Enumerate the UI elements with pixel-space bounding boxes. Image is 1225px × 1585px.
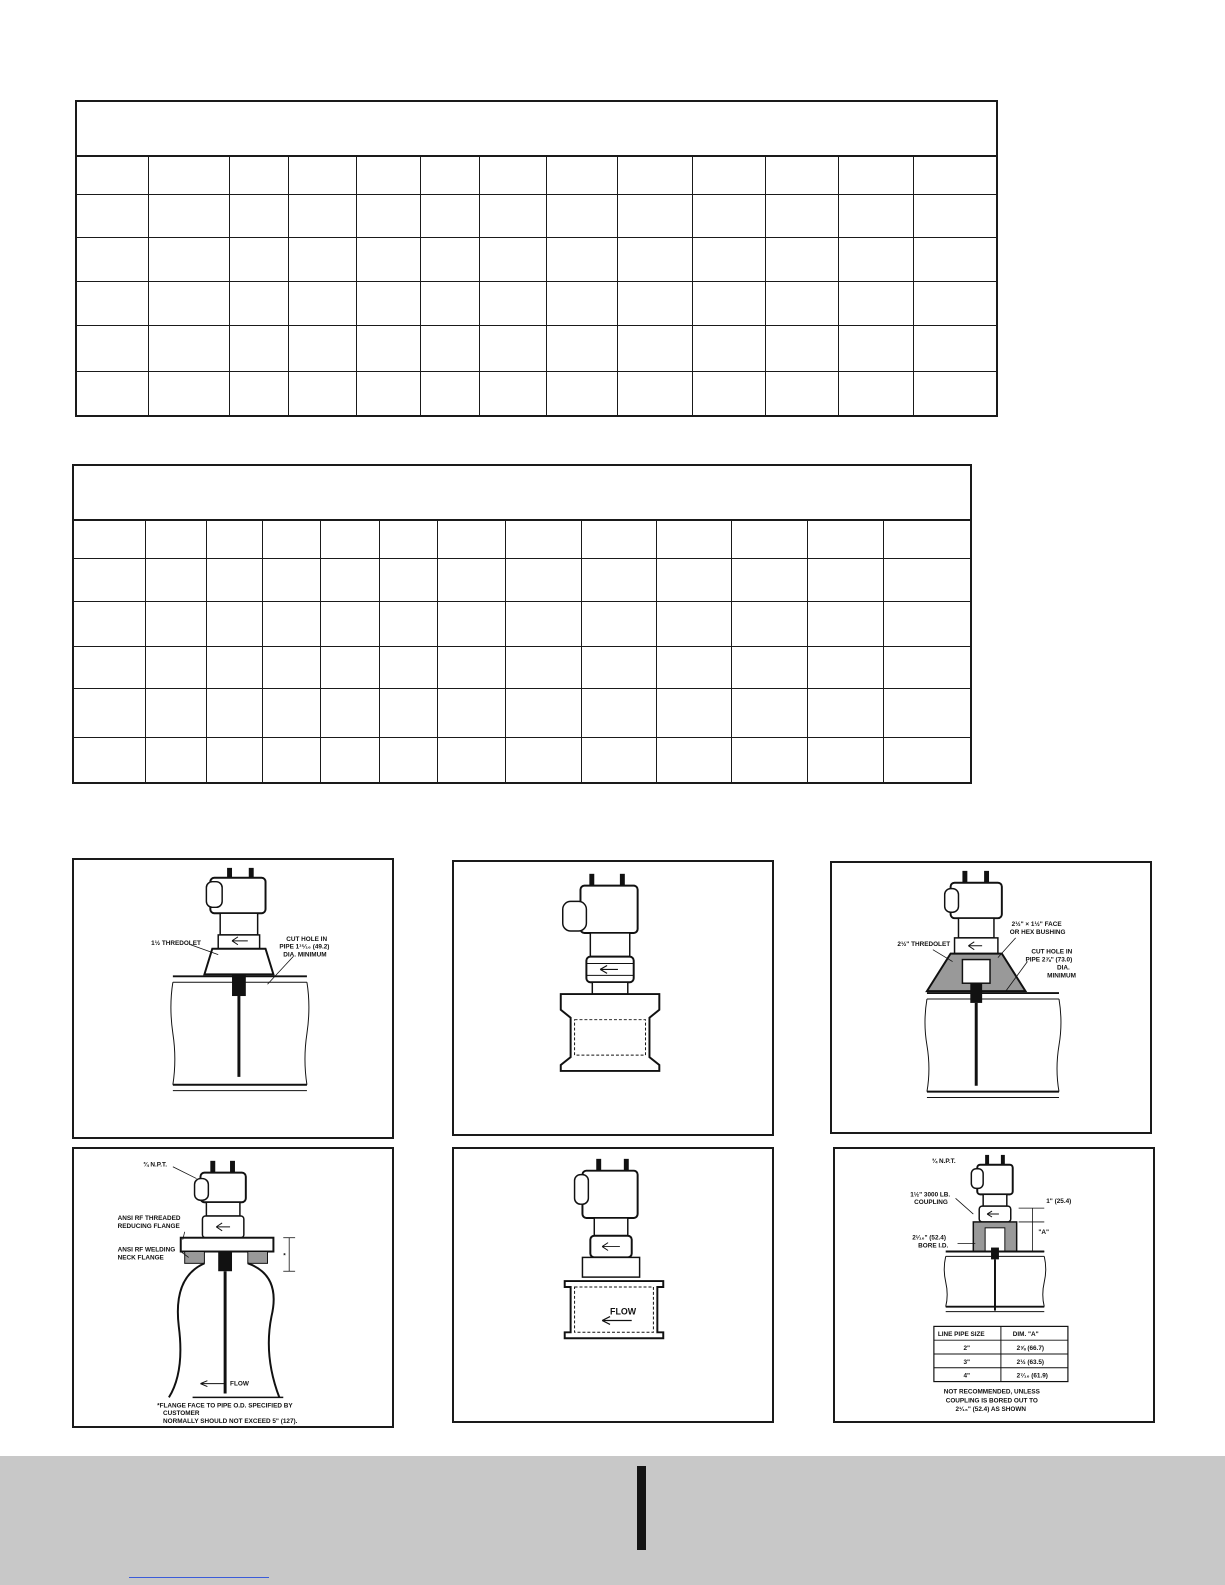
note-coupling-2: COUPLING IS BORED OUT TO	[945, 1397, 1038, 1405]
dim-table-header-a: DIM. "A"	[1012, 1331, 1039, 1339]
dim-table-cell: 2⁷⁄₁₆ (61.9)	[1016, 1372, 1048, 1380]
note-flange-3: NORMALLY SHOULD NOT EXCEED 5" (127).	[163, 1418, 298, 1426]
figure-threaded-tee	[452, 860, 774, 1136]
footer-divider	[637, 1466, 646, 1550]
label-dia-min: DIA. MINIMUM	[283, 951, 327, 959]
label-flow-5: FLOW	[610, 1306, 637, 1317]
label-coupling-lb: 1½" 3000 LB.	[910, 1191, 951, 1199]
label-cut-hole: CUT HOLE IN	[286, 935, 328, 943]
table-1-title-band	[77, 102, 996, 157]
label-thredolet: 1½ THREDOLET	[151, 939, 201, 947]
dim-table-cell: 3"	[963, 1358, 971, 1366]
label-bore-id: BORE I.D.	[918, 1242, 949, 1250]
label-bore-dim: 2¹⁄₁₆" (52.4)	[912, 1234, 946, 1242]
footer-link[interactable]	[129, 1577, 269, 1578]
label-threaded-flange: ANSI RF THREADED	[117, 1214, 181, 1222]
dim-table-cell: 2⅝ (66.7)	[1016, 1345, 1045, 1353]
label-reducing-flange: REDUCING FLANGE	[117, 1222, 180, 1230]
note-flange-1: *FLANGE FACE TO PIPE O.D. SPECIFIED BY	[157, 1402, 293, 1410]
figure-flange-install	[72, 1147, 394, 1428]
dim-table-cell: 2"	[963, 1345, 971, 1353]
spec-table-1	[75, 100, 998, 417]
label-pipe-dim: PIPE 1¹⁵⁄₁₆ (49.2)	[279, 943, 330, 951]
note-coupling-1: NOT RECOMMENDED, UNLESS	[943, 1388, 1040, 1396]
dim-table-cell: 4"	[963, 1372, 971, 1380]
figure-inline-flow	[452, 1147, 774, 1423]
label-face-bushing: 2½" × 1½" FACE	[1011, 921, 1062, 929]
figure-thredolet-install	[72, 858, 394, 1139]
label-npt-6: ¾ N.P.T.	[931, 1157, 956, 1165]
footer-link-strip	[0, 1571, 1225, 1585]
label-hex-bushing: OR HEX BUSHING	[1009, 928, 1066, 936]
dim-table-header-size: LINE PIPE SIZE	[937, 1331, 985, 1339]
label-dim-a: "A"	[1038, 1228, 1050, 1236]
label-minimum-2: MINIMUM	[1047, 972, 1076, 980]
label-welding-flange: ANSI RF WELDING	[117, 1246, 176, 1254]
figure-bushing-install	[830, 861, 1152, 1134]
label-dia-2: DIA.	[1057, 964, 1070, 972]
label-neck-flange: NECK FLANGE	[117, 1254, 164, 1262]
label-coupling: COUPLING	[914, 1199, 948, 1207]
dim-table-cell: 2½ (63.5)	[1016, 1358, 1045, 1366]
note-flange-2: CUSTOMER	[163, 1410, 200, 1418]
label-npt: ¾ N.P.T.	[143, 1161, 167, 1169]
label-pipe-dim-2: PIPE 2⅞" (73.0)	[1025, 956, 1073, 964]
page-footer	[0, 1456, 1225, 1571]
label-thredolet-25: 2½" THREDOLET	[897, 940, 951, 948]
label-one-inch: 1" (25.4)	[1046, 1198, 1072, 1206]
table-2-title-band	[74, 466, 970, 521]
note-coupling-3: 2¹⁄₁₆" (52.4) AS SHOWN	[955, 1406, 1027, 1414]
label-cut-hole-2: CUT HOLE IN	[1031, 948, 1073, 956]
spec-table-2	[72, 464, 972, 784]
label-asterisk: *	[283, 1252, 286, 1260]
figure-coupling-install	[833, 1147, 1155, 1423]
label-flow-4: FLOW	[230, 1380, 249, 1388]
